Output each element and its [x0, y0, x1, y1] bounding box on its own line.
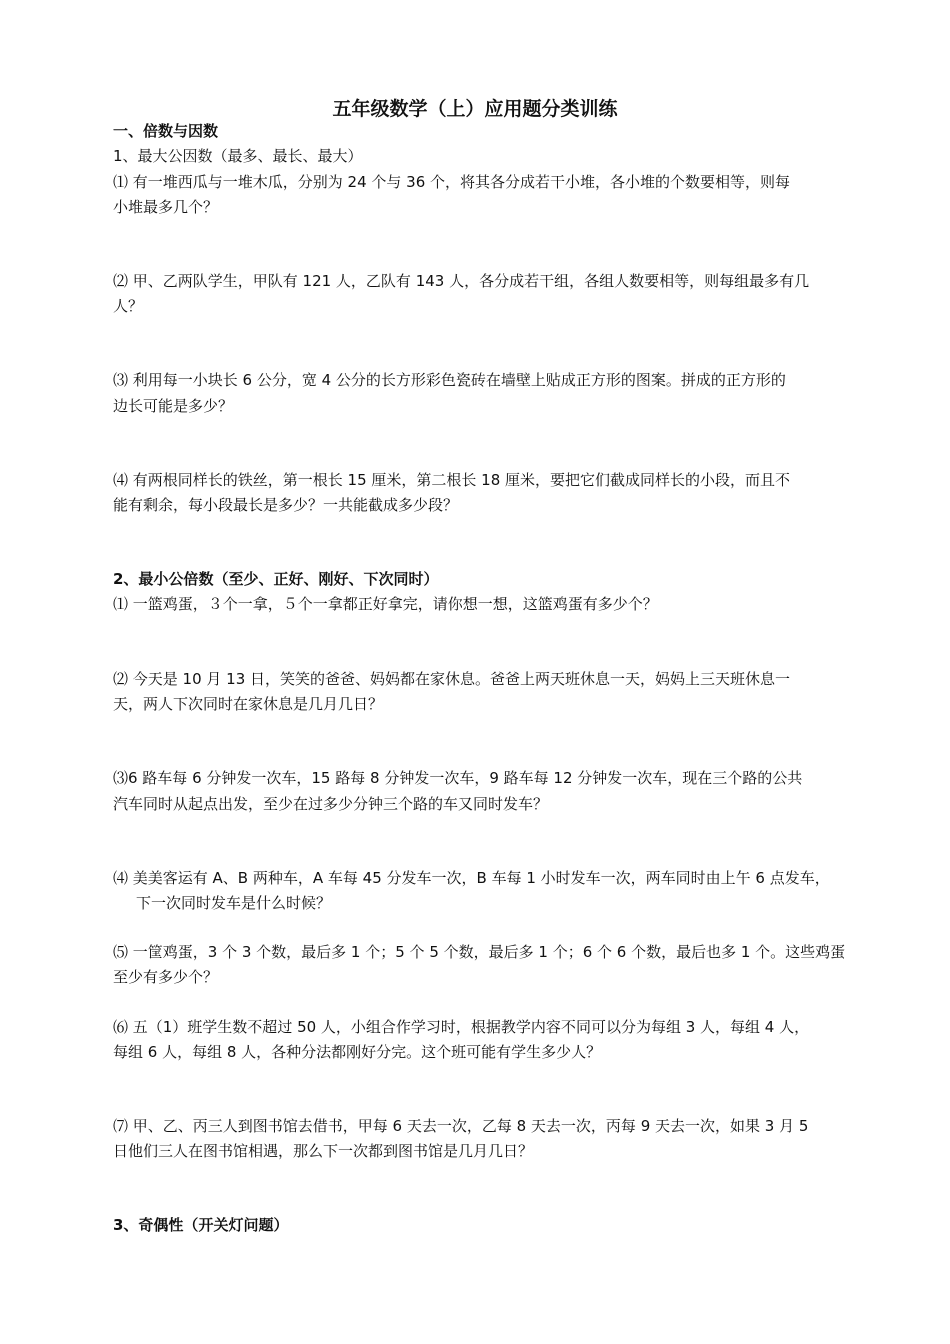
question-2-1-line-1: ⑴ 一篮鸡蛋，３个一拿，５个一拿都正好拿完，请你想一想，这篮鸡蛋有多少个？	[113, 595, 658, 613]
question-2-5-line-2: 至少有多少个？	[113, 968, 219, 986]
question-2-6-line-2: 每组 6 人，每组 8 人，各种分法都刚好分完。这个班可能有学生多少人？	[113, 1043, 602, 1061]
question-2-2-line-1: ⑵ 今天是 10 月 13 日，笑笑的爸爸、妈妈都在家休息。爸爸上两天班休息一天，妈妈上三天班休息一	[113, 670, 791, 688]
section-heading-multiples-factors: 一、倍数与因数	[113, 122, 219, 140]
question-2-4-line-1: ⑷ 美美客运有 A、B 两种车，A 车每 45 分发车一次，B 车每 1 小时发车一次，两车同时由上午 6 点发车，	[113, 869, 830, 887]
question-1-3-line-2: 边长可能是多少？	[113, 397, 234, 415]
question-1-2-line-1: ⑵ 甲、乙两队学生，甲队有 121 人，乙队有 143 人，各分成若干组，各组人数要相等，则每组最多有几	[113, 272, 810, 290]
question-1-1-line-1: ⑴ 有一堆西瓜与一堆木瓜，分别为 24 个与 36 个，将其各分成若干小堆，各小堆的个数要相等，则每	[113, 173, 791, 191]
question-2-6-line-1: ⑹ 五（1）班学生数不超过 50 人，小组合作学习时，根据教学内容不同可以分为每组 3 人，每组 4 人，	[113, 1018, 810, 1036]
question-1-4-line-2: 能有剩余，每小段最长是多少？一共能截成多少段？	[113, 496, 459, 514]
question-1-1-line-2: 小堆最多几个？	[113, 198, 219, 216]
subsection-heading-gcd: 1、最大公因数（最多、最长、最大）	[113, 147, 363, 165]
question-2-3-line-1: ⑶6 路车每 6 分钟发一次车，15 路每 8 分钟发一次车，9 路车每 12 分钟发一次车，现在三个路的公共	[113, 769, 803, 787]
question-2-4-line-2: 下一次同时发车是什么时候？	[136, 894, 332, 912]
question-2-7-line-2: 日他们三人在图书馆相遇，那么下一次都到图书馆是几月几日？	[113, 1142, 534, 1160]
subsection-heading-parity: 3、奇偶性（开关灯问题）	[113, 1216, 289, 1234]
question-2-5-line-1: ⑸ 一筐鸡蛋，3 个 3 个数，最后多 1 个；5 个 5 个数，最后多 1 个；6 个 6 个数，最后也多 1 个。这些鸡蛋	[113, 943, 846, 961]
document-title: 五年级数学（上）应用题分类训练	[332, 98, 618, 120]
question-1-4-line-1: ⑷ 有两根同样长的铁丝，第一根长 15 厘米，第二根长 18 厘米，要把它们截成同样长的小段，而且不	[113, 471, 791, 489]
question-1-2-line-2: 人？	[113, 297, 144, 315]
subsection-heading-lcm: 2、最小公倍数（至少、正好、刚好、下次同时）	[113, 570, 439, 588]
question-2-2-line-2: 天，两人下次同时在家休息是几月几日？	[113, 695, 384, 713]
question-1-3-line-1: ⑶ 利用每一小块长 6 公分，宽 4 公分的长方形彩色瓷砖在墙壁上贴成正方形的图案。拼成的正方形的	[113, 371, 786, 389]
question-2-3-line-2: 汽车同时从起点出发，至少在过多少分钟三个路的车又同时发车？	[113, 795, 549, 813]
question-2-7-line-1: ⑺ 甲、乙、丙三人到图书馆去借书，甲每 6 天去一次，乙每 8 天去一次，丙每 9 天去一次，如果 3 月 5	[113, 1117, 809, 1135]
